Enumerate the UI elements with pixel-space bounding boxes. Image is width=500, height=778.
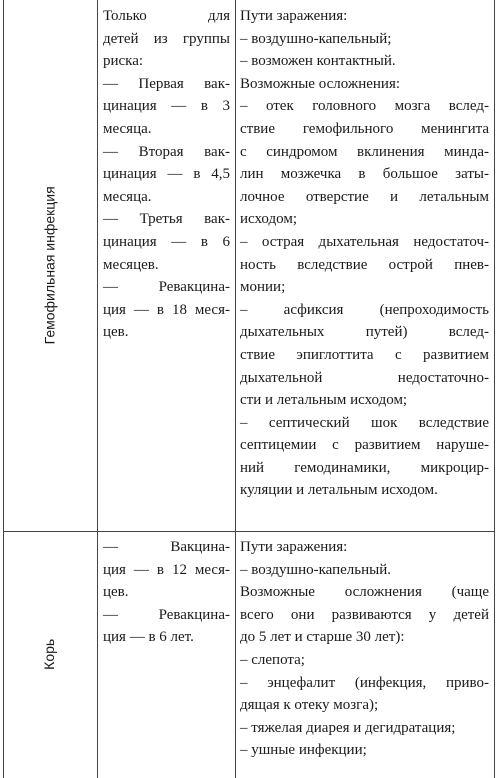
text-line: Пути заражения: <box>240 8 348 24</box>
text-line: цинация — в 4,5 <box>103 166 230 183</box>
text-line: месяца. <box>103 188 152 205</box>
text-line: куляции и летальным исходом. <box>240 482 438 499</box>
text-line: исходом; <box>240 211 297 228</box>
text-line: всего они развиваются у детей <box>240 606 489 623</box>
text-line: дящая к отеку мозга); <box>240 697 379 714</box>
complications-cell <box>240 536 489 762</box>
complications-cell <box>240 5 489 502</box>
text-line: ствие гемофильного менингита <box>240 120 489 137</box>
text-line: цев. <box>103 324 129 341</box>
text-line: ность вследствие острой пнев- <box>240 256 489 273</box>
vaccination-schedule-cell <box>103 5 230 344</box>
table-border-right <box>494 0 495 778</box>
text-line: — Первая вак- <box>103 75 230 92</box>
text-line: лочное отверстие и летальным <box>240 188 489 205</box>
text-line: Только для <box>103 8 230 24</box>
text-line: с синдромом вклинения минда- <box>240 143 489 160</box>
text-line: – септический шок вследствие <box>240 414 489 431</box>
text-line: ция — в 6 лет. <box>103 629 194 646</box>
text-line: — Ревакцина- <box>103 279 230 296</box>
text-line: ция — в 12 меся- <box>103 561 230 578</box>
text-line: риска: <box>103 53 144 70</box>
text-line: дыхательных путей) вслед- <box>240 324 489 341</box>
disease-cell <box>3 531 97 778</box>
text-line: ствие эпиглоттита с развитием <box>240 346 489 363</box>
text-line: – слепота; <box>240 651 305 668</box>
text-line: – асфиксия (непроходимость <box>240 301 489 318</box>
disease-name: Корь <box>41 638 58 671</box>
text-line: – воздушно-капельный. <box>240 561 392 578</box>
text-line: – острая дыхательная недостаточ- <box>240 233 489 250</box>
text-line: – воздушно-капельный; <box>240 30 392 47</box>
vaccination-schedule-cell <box>103 536 230 649</box>
text-line: – энцефалит (инфекция, приво- <box>240 674 489 691</box>
column-divider-1 <box>97 0 98 778</box>
text-line: детей из группы <box>103 30 230 47</box>
text-line: Возможные осложнения (чаще <box>240 584 489 601</box>
text-line: лин мозжечка в большое заты- <box>240 166 489 183</box>
text-line: месяцев. <box>103 256 159 273</box>
text-line: — Ревакцина- <box>103 606 230 623</box>
text-line: месяца. <box>103 120 152 137</box>
vaccination-table <box>3 0 495 778</box>
text-line: сти и летальным исходом; <box>240 392 408 409</box>
text-line: – тяжелая диарея и дегидратация; <box>240 719 456 736</box>
text-line: Пути заражения: <box>240 539 348 555</box>
text-line: — Вакцина- <box>103 539 230 555</box>
text-line: цев. <box>103 584 129 601</box>
text-line: септицемии с развитием наруше- <box>240 437 489 454</box>
text-line: Возможные осложнения: <box>240 75 401 92</box>
text-line: ция — в 18 меся- <box>103 301 230 318</box>
text-line: – отек головного мозга вслед- <box>240 98 489 115</box>
text-line: монии; <box>240 279 286 296</box>
text-line: ний гемодинамики, микроцир- <box>240 459 489 476</box>
text-line: — Третья вак- <box>103 211 230 228</box>
text-line: — Вторая вак- <box>103 143 230 160</box>
text-line: – возможен контактный. <box>240 53 396 70</box>
text-line: цинация — в 6 <box>103 233 230 250</box>
disease-name: Гемофильная инфекция <box>41 186 58 345</box>
text-line: дыхательной недостаточно- <box>240 369 489 386</box>
text-line: цинация — в 3 <box>103 98 230 115</box>
text-line: – ушные инфекции; <box>240 742 367 759</box>
text-line: до 5 лет и старше 30 лет): <box>240 629 405 646</box>
disease-cell <box>3 0 97 531</box>
column-divider-2 <box>235 0 236 778</box>
